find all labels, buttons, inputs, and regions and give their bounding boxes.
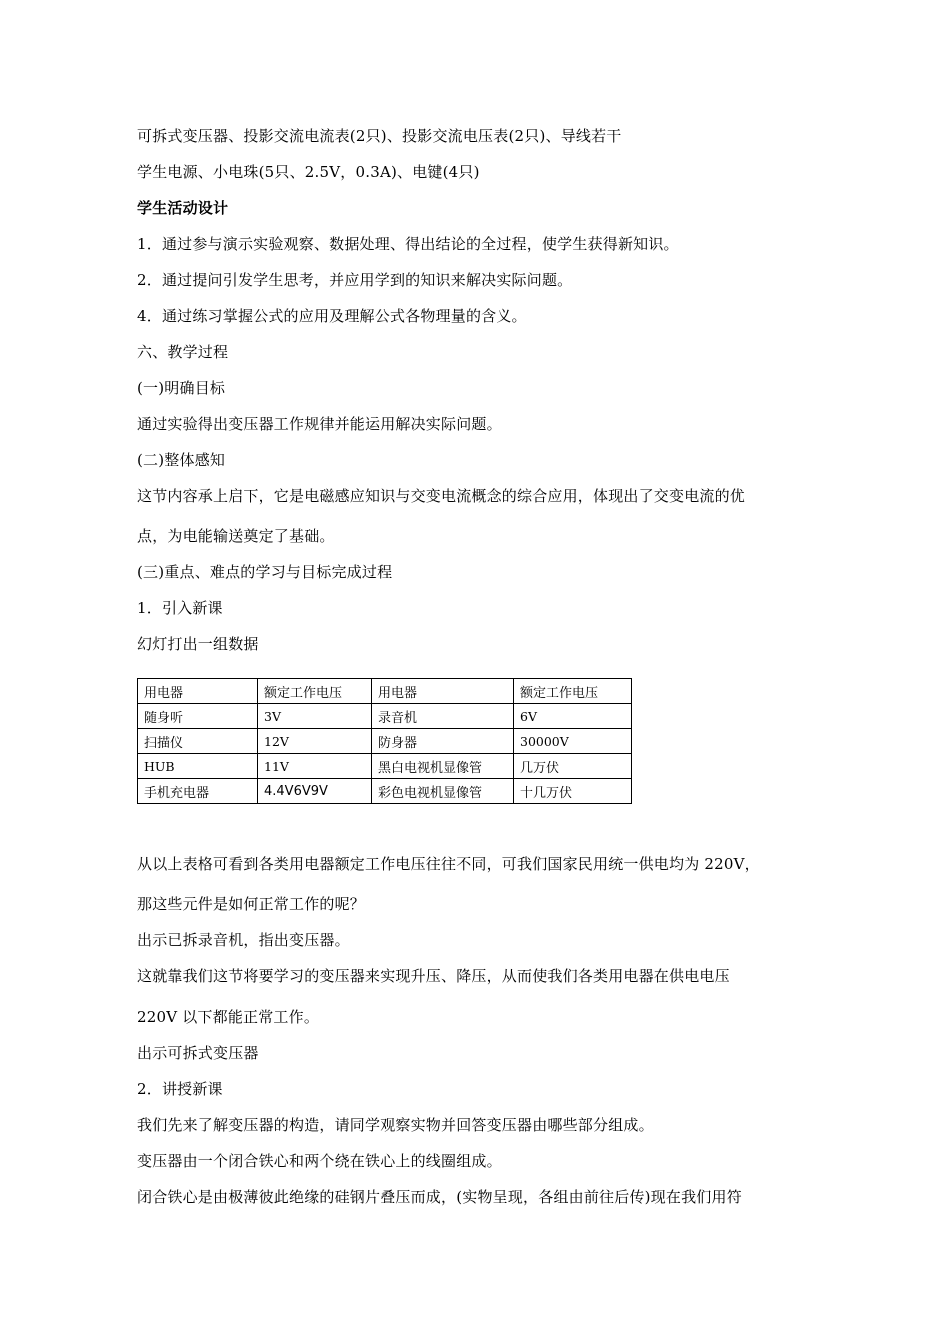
table-row [138,729,632,754]
table-cell: 防身器 [372,729,514,754]
subheading-goal: (一)明确目标 [137,379,226,397]
table-header-row [138,679,632,704]
equipment-line-2: 学生电源、小电珠(5只、2.5V，0.3A)、电键(4只) [137,163,480,181]
overview-text-2: 点，为电能输送奠定了基础。 [137,527,335,545]
table-cell: 6V [514,704,632,729]
table-cell: 12V [258,729,372,754]
table-cell: 几万伏 [514,754,632,779]
table-cell: 十几万伏 [514,779,632,804]
step-2-heading: 2．讲授新课 [137,1080,223,1098]
slide-intro-text: 幻灯打出一组数据 [137,635,259,653]
table-cell: 扫描仪 [138,729,258,754]
transformer-purpose-1: 这就靠我们这节将要学习的变压器来实现升压、降压，从而使我们各类用电器在供电电压 [137,967,730,985]
structure-question: 我们先来了解变压器的构造，请同学观察实物并回答变压器由哪些部分组成。 [137,1116,654,1134]
activity-item-4: 4．通过练习掌握公式的应用及理解公式各物理量的含义。 [137,307,527,325]
overview-text-1: 这节内容承上启下，它是电磁感应知识与交变电流概念的综合应用，体现出了交变电流的优 [137,487,746,505]
equipment-line-1: 可拆式变压器、投影交流电流表(2只)、投影交流电压表(2只)、导线若干 [137,127,622,145]
table-cell: 手机充电器 [138,779,258,804]
table-row [138,754,632,779]
table-header-cell: 用电器 [138,679,258,704]
table-cell: 11V [258,754,372,779]
table-row [138,779,632,804]
table-cell: 4.4V6V9V [258,779,372,804]
table-header-cell: 额定工作电压 [514,679,632,704]
table-cell: 彩色电视机显像管 [372,779,514,804]
goal-text: 通过实验得出变压器工作规律并能运用解决实际问题。 [137,415,502,433]
demo-transformer-text: 出示可拆式变压器 [137,1044,259,1062]
table-cell: 3V [258,704,372,729]
structure-answer: 变压器由一个闭合铁心和两个绕在铁心上的线圈组成。 [137,1152,502,1170]
subheading-keypoints: (三)重点、难点的学习与目标完成过程 [137,563,393,581]
table-header-cell: 额定工作电压 [258,679,372,704]
demo-recorder-text: 出示已拆录音机，指出变压器。 [137,931,350,949]
table-cell: 黑白电视机显像管 [372,754,514,779]
transformer-purpose-2: 220V 以下都能正常工作。 [137,1008,320,1026]
voltage-table [137,678,632,804]
activity-item-2: 2．通过提问引发学生思考，并应用学到的知识来解决实际问题。 [137,271,573,289]
core-description: 闭合铁心是由极薄彼此绝缘的硅钢片叠压而成，(实物呈现，各组由前往后传)现在我们用符 [137,1188,742,1206]
subheading-overview: (二)整体感知 [137,451,226,469]
section-heading-process: 六、教学过程 [137,343,229,361]
table-header-cell: 用电器 [372,679,514,704]
table-cell: 随身听 [138,704,258,729]
step-1-heading: 1．引入新课 [137,599,223,617]
section-heading-activity: 学生活动设计 [137,199,229,217]
analysis-text-1: 从以上表格可看到各类用电器额定工作电压往往不同，可我们国家民用统一供电均为 220V， [137,855,760,873]
table-cell: HUB [138,754,258,779]
activity-item-1: 1．通过参与演示实验观察、数据处理、得出结论的全过程，使学生获得新知识。 [137,235,679,253]
table-row [138,704,632,729]
table-cell: 录音机 [372,704,514,729]
analysis-text-2: 那这些元件是如何正常工作的呢？ [137,895,366,913]
table-cell: 30000V [514,729,632,754]
